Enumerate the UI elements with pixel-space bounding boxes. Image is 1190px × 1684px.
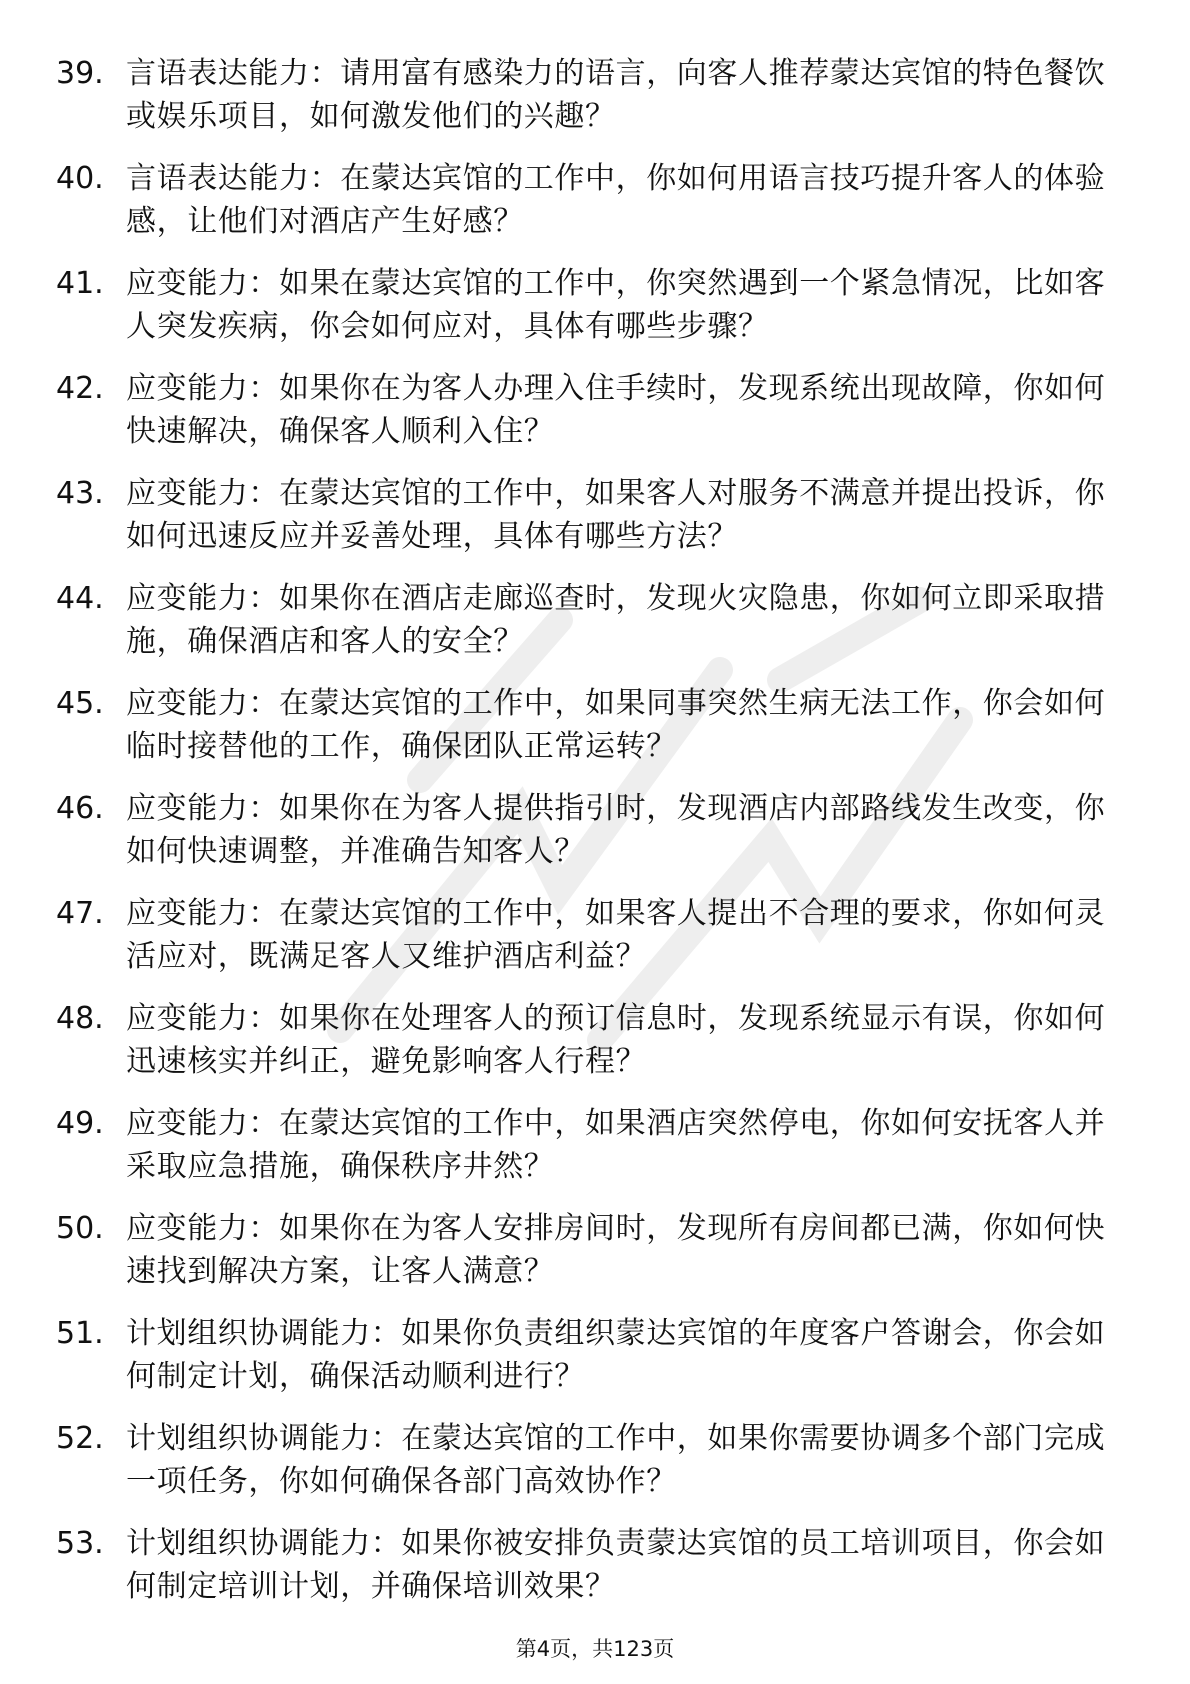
question-text: 应变能力：如果你在为客人安排房间时，发现所有房间都已满，你如何快速找到解决方案，让客人满意？ <box>126 1211 1106 1289</box>
question-item <box>56 892 1116 978</box>
question-text: 应变能力：如果你在为客人办理入住手续时，发现系统出现故障，你如何快速解决，确保客人顺利入住？ <box>126 371 1106 449</box>
question-number: 51. <box>56 1316 104 1351</box>
question-number: 50. <box>56 1211 104 1246</box>
question-text: 应变能力：在蒙达宾馆的工作中，如果酒店突然停电，你如何安抚客人并采取应急措施，确保秩序井然？ <box>126 1106 1106 1184</box>
question-item <box>56 367 1116 453</box>
question-item <box>56 1417 1116 1503</box>
question-text: 应变能力：在蒙达宾馆的工作中，如果客人提出不合理的要求，你如何灵活应对，既满足客人又维护酒店利益？ <box>126 896 1106 974</box>
question-number: 45. <box>56 686 104 721</box>
question-text: 应变能力：如果你在为客人提供指引时，发现酒店内部路线发生改变，你如何快速调整，并准确告知客人？ <box>126 791 1106 869</box>
question-item <box>56 157 1116 243</box>
question-number: 48. <box>56 1001 104 1036</box>
question-number: 41. <box>56 266 104 301</box>
question-number: 49. <box>56 1106 104 1141</box>
question-item <box>56 262 1116 348</box>
question-number: 47. <box>56 896 104 931</box>
question-number: 39. <box>56 56 104 91</box>
question-list <box>56 52 1116 1627</box>
question-number: 43. <box>56 476 104 511</box>
question-item <box>56 1522 1116 1608</box>
question-text: 应变能力：如果在蒙达宾馆的工作中，你突然遇到一个紧急情况，比如客人突发疾病，你会如何应对，具体有哪些步骤？ <box>126 266 1106 344</box>
question-text: 应变能力：在蒙达宾馆的工作中，如果客人对服务不满意并提出投诉，你如何迅速反应并妥善处理，具体有哪些方法？ <box>126 476 1106 554</box>
question-item <box>56 52 1116 138</box>
question-text: 应变能力：在蒙达宾馆的工作中，如果同事突然生病无法工作，你会如何临时接替他的工作，确保团队正常运转？ <box>126 686 1106 764</box>
question-item <box>56 1312 1116 1398</box>
question-text: 应变能力：如果你在酒店走廊巡查时，发现火灾隐患，你如何立即采取措施，确保酒店和客人的安全？ <box>126 581 1106 659</box>
question-item <box>56 682 1116 768</box>
page-footer: 第4页，共123页 <box>515 1637 675 1661</box>
question-text: 计划组织协调能力：如果你负责组织蒙达宾馆的年度客户答谢会，你会如何制定计划，确保活动顺利进行？ <box>126 1316 1106 1394</box>
question-number: 46. <box>56 791 104 826</box>
question-item <box>56 1207 1116 1293</box>
question-number: 52. <box>56 1421 104 1456</box>
question-item <box>56 1102 1116 1188</box>
question-item <box>56 787 1116 873</box>
question-item <box>56 577 1116 663</box>
question-text: 计划组织协调能力：在蒙达宾馆的工作中，如果你需要协调多个部门完成一项任务，你如何确保各部门高效协作？ <box>126 1421 1106 1499</box>
question-number: 53. <box>56 1526 104 1561</box>
question-number: 44. <box>56 581 104 616</box>
question-item <box>56 997 1116 1083</box>
question-number: 42. <box>56 371 104 406</box>
question-text: 计划组织协调能力：如果你被安排负责蒙达宾馆的员工培训项目，你会如何制定培训计划，并确保培训效果？ <box>126 1526 1106 1604</box>
question-item <box>56 472 1116 558</box>
question-number: 40. <box>56 161 104 196</box>
question-text: 言语表达能力：在蒙达宾馆的工作中，你如何用语言技巧提升客人的体验感，让他们对酒店产生好感？ <box>126 161 1106 239</box>
question-text: 言语表达能力：请用富有感染力的语言，向客人推荐蒙达宾馆的特色餐饮或娱乐项目，如何激发他们的兴趣？ <box>126 56 1106 134</box>
question-text: 应变能力：如果你在处理客人的预订信息时，发现系统显示有误，你如何迅速核实并纠正，避免影响客人行程？ <box>126 1001 1106 1079</box>
